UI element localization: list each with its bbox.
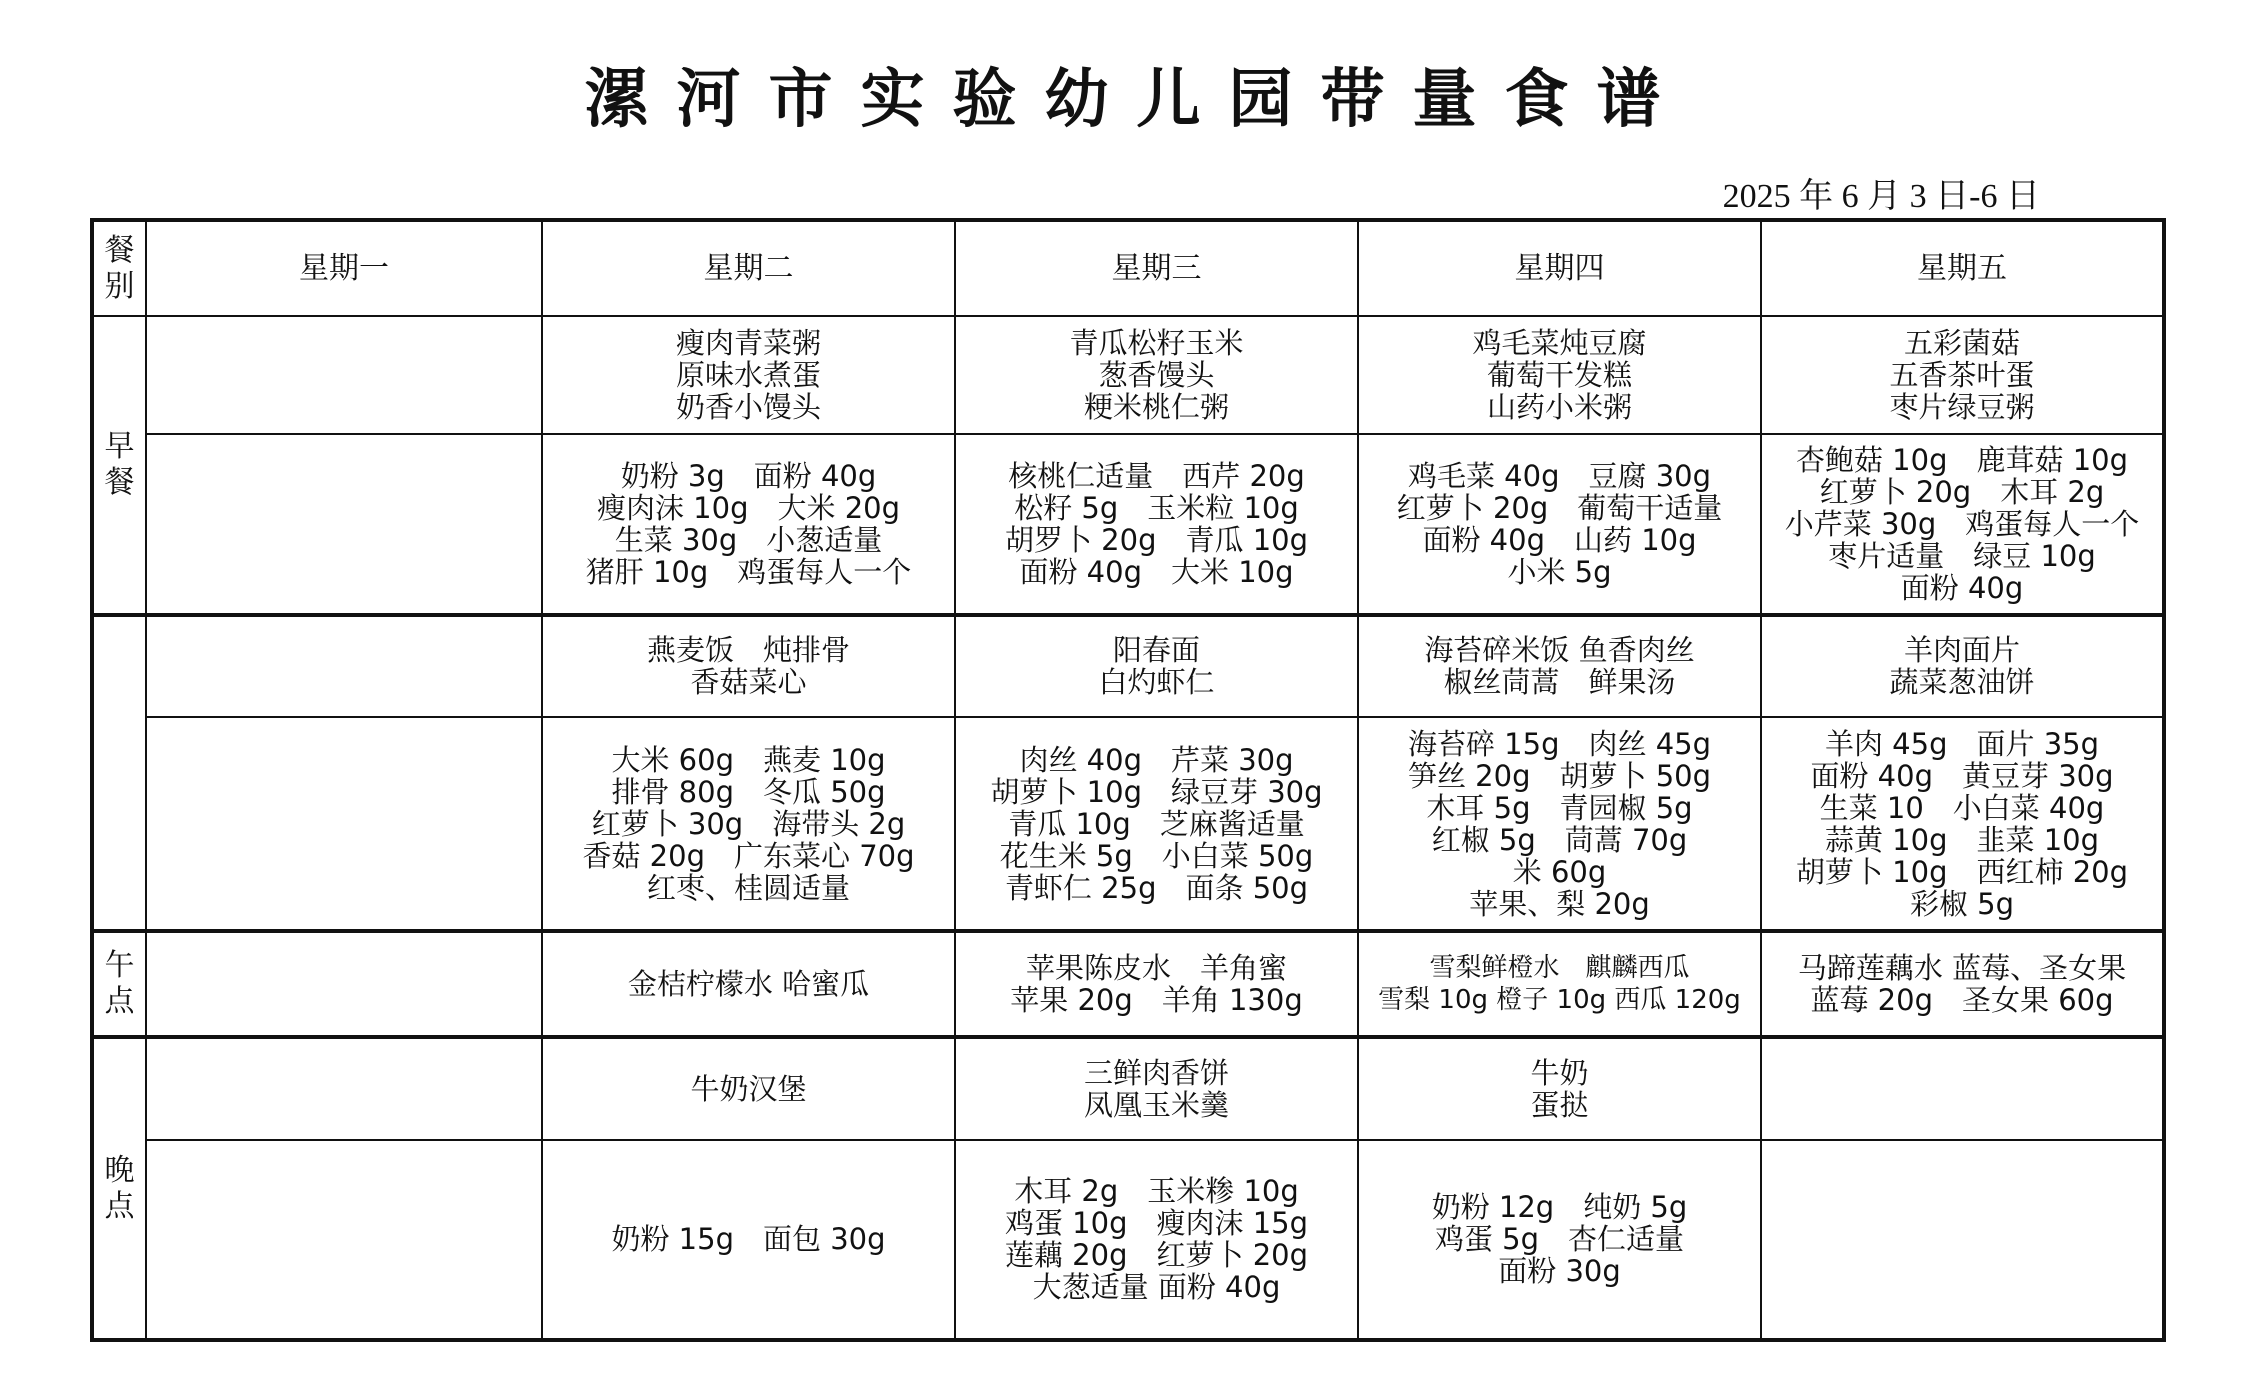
breakfast-ingredients-thursday: 鸡毛菜 40g 豆腐 30g 红萝卜 20g 葡萄干适量 面粉 40g 山药 10g 小米 5g bbox=[1358, 434, 1761, 614]
lunch-dishes-thursday: 海苔碎米饭 鱼香肉丝 椒丝茼蒿 鲜果汤 bbox=[1358, 615, 1761, 717]
day-header-tuesday: 星期二 bbox=[542, 220, 955, 316]
dinner-ingredients-thursday: 奶粉 12g 纯奶 5g 鸡蛋 5g 杏仁适量 面粉 30g bbox=[1358, 1140, 1761, 1340]
snack-tuesday: 金桔柠檬水 哈蜜瓜 bbox=[542, 931, 955, 1037]
meal-label-dinner: 晚 点 bbox=[92, 1037, 146, 1340]
dinner-ingredients-tuesday: 奶粉 15g 面包 30g bbox=[542, 1140, 955, 1340]
page-title: 漯河市实验幼儿园带量食谱 bbox=[584, 62, 1689, 137]
lunch-ingredients-row bbox=[92, 717, 2164, 931]
date-range: 2025 年 6 月 3 日-6 日 bbox=[1722, 178, 2040, 215]
lunch-ingredients-friday: 羊肉 45g 面片 35g 面粉 40g 黄豆芽 30g 生菜 10 小白菜 40g 蒜黄 10g 韭菜 10g 胡萝卜 10g 西红柿 20g 彩椒 5g bbox=[1761, 717, 2164, 931]
lunch-ingredients-thursday: 海苔碎 15g 肉丝 45g 笋丝 20g 胡萝卜 50g 木耳 5g 青园椒 5g 红椒 5g 茼蒿 70g 米 60g 苹果、梨 20g bbox=[1358, 717, 1761, 931]
meal-label-lunch bbox=[92, 615, 146, 932]
snack-wednesday: 苹果陈皮水 羊角蜜 苹果 20g 羊角 130g bbox=[955, 931, 1358, 1037]
lunch-dishes-wednesday: 阳春面 白灼虾仁 bbox=[955, 615, 1358, 717]
snack-row bbox=[92, 931, 2164, 1037]
meal-type-header: 餐 别 bbox=[92, 220, 146, 316]
snack-friday: 马蹄莲藕水 蓝莓、圣女果 蓝莓 20g 圣女果 60g bbox=[1761, 931, 2164, 1037]
dinner-ingredients-wednesday: 木耳 2g 玉米糁 10g 鸡蛋 10g 瘦肉沫 15g 莲藕 20g 红萝卜 20g 大葱适量 面粉 40g bbox=[955, 1140, 1358, 1340]
day-header-thursday: 星期四 bbox=[1358, 220, 1761, 316]
breakfast-ingredients-row bbox=[92, 434, 2164, 614]
breakfast-ingredients-tuesday: 奶粉 3g 面粉 40g 瘦肉沫 10g 大米 20g 生菜 30g 小葱适量 猪肝 10g 鸡蛋每人一个 bbox=[542, 434, 955, 614]
dinner-dishes-thursday: 牛奶 蛋挞 bbox=[1358, 1037, 1761, 1139]
lunch-ingredients-wednesday: 肉丝 40g 芹菜 30g 胡萝卜 10g 绿豆芽 30g 青瓜 10g 芝麻酱适量 花生米 5g 小白菜 50g 青虾仁 25g 面条 50g bbox=[955, 717, 1358, 931]
breakfast-ingredients-friday: 杏鲍菇 10g 鹿茸菇 10g 红萝卜 20g 木耳 2g 小芹菜 30g 鸡蛋每人一个 枣片适量 绿豆 10g 面粉 40g bbox=[1761, 434, 2164, 614]
lunch-ingredients-monday bbox=[146, 717, 542, 931]
menu-table bbox=[90, 218, 2166, 1342]
day-header-monday: 星期一 bbox=[146, 220, 542, 316]
dinner-ingredients-friday bbox=[1761, 1140, 2164, 1340]
dinner-dishes-wednesday: 三鲜肉香饼 凤凰玉米羹 bbox=[955, 1037, 1358, 1139]
dinner-dishes-tuesday: 牛奶汉堡 bbox=[542, 1037, 955, 1139]
breakfast-ingredients-monday bbox=[146, 434, 542, 614]
day-header-wednesday: 星期三 bbox=[955, 220, 1358, 316]
breakfast-ingredients-wednesday: 核桃仁适量 西芹 20g 松籽 5g 玉米粒 10g 胡罗卜 20g 青瓜 10g 面粉 40g 大米 10g bbox=[955, 434, 1358, 614]
breakfast-dishes-thursday: 鸡毛菜炖豆腐 葡萄干发糕 山药小米粥 bbox=[1358, 316, 1761, 434]
dinner-dishes-row bbox=[92, 1037, 2164, 1139]
breakfast-dishes-friday: 五彩菌菇 五香茶叶蛋 枣片绿豆粥 bbox=[1761, 316, 2164, 434]
day-header-friday: 星期五 bbox=[1761, 220, 2164, 316]
dinner-ingredients-row bbox=[92, 1140, 2164, 1340]
lunch-ingredients-tuesday: 大米 60g 燕麦 10g 排骨 80g 冬瓜 50g 红萝卜 30g 海带头 2g 香菇 20g 广东菜心 70g 红枣、桂圆适量 bbox=[542, 717, 955, 931]
snack-monday bbox=[146, 931, 542, 1037]
lunch-dishes-friday: 羊肉面片 蔬菜葱油饼 bbox=[1761, 615, 2164, 717]
dinner-dishes-monday bbox=[146, 1037, 542, 1139]
lunch-dishes-row bbox=[92, 615, 2164, 717]
lunch-dishes-monday bbox=[146, 615, 542, 717]
dinner-dishes-friday bbox=[1761, 1037, 2164, 1139]
meal-label-snack: 午 点 bbox=[92, 931, 146, 1037]
meal-label-breakfast: 早 餐 bbox=[92, 316, 146, 615]
dinner-ingredients-monday bbox=[146, 1140, 542, 1340]
breakfast-dishes-monday bbox=[146, 316, 542, 434]
breakfast-dishes-wednesday: 青瓜松籽玉米 葱香馒头 粳米桃仁粥 bbox=[955, 316, 1358, 434]
snack-thursday: 雪梨鲜橙水 麒麟西瓜 雪梨 10g 橙子 10g 西瓜 120g bbox=[1358, 931, 1761, 1037]
breakfast-dishes-row bbox=[92, 316, 2164, 434]
header-row bbox=[92, 220, 2164, 316]
lunch-dishes-tuesday: 燕麦饭 炖排骨 香菇菜心 bbox=[542, 615, 955, 717]
breakfast-dishes-tuesday: 瘦肉青菜粥 原味水煮蛋 奶香小馒头 bbox=[542, 316, 955, 434]
